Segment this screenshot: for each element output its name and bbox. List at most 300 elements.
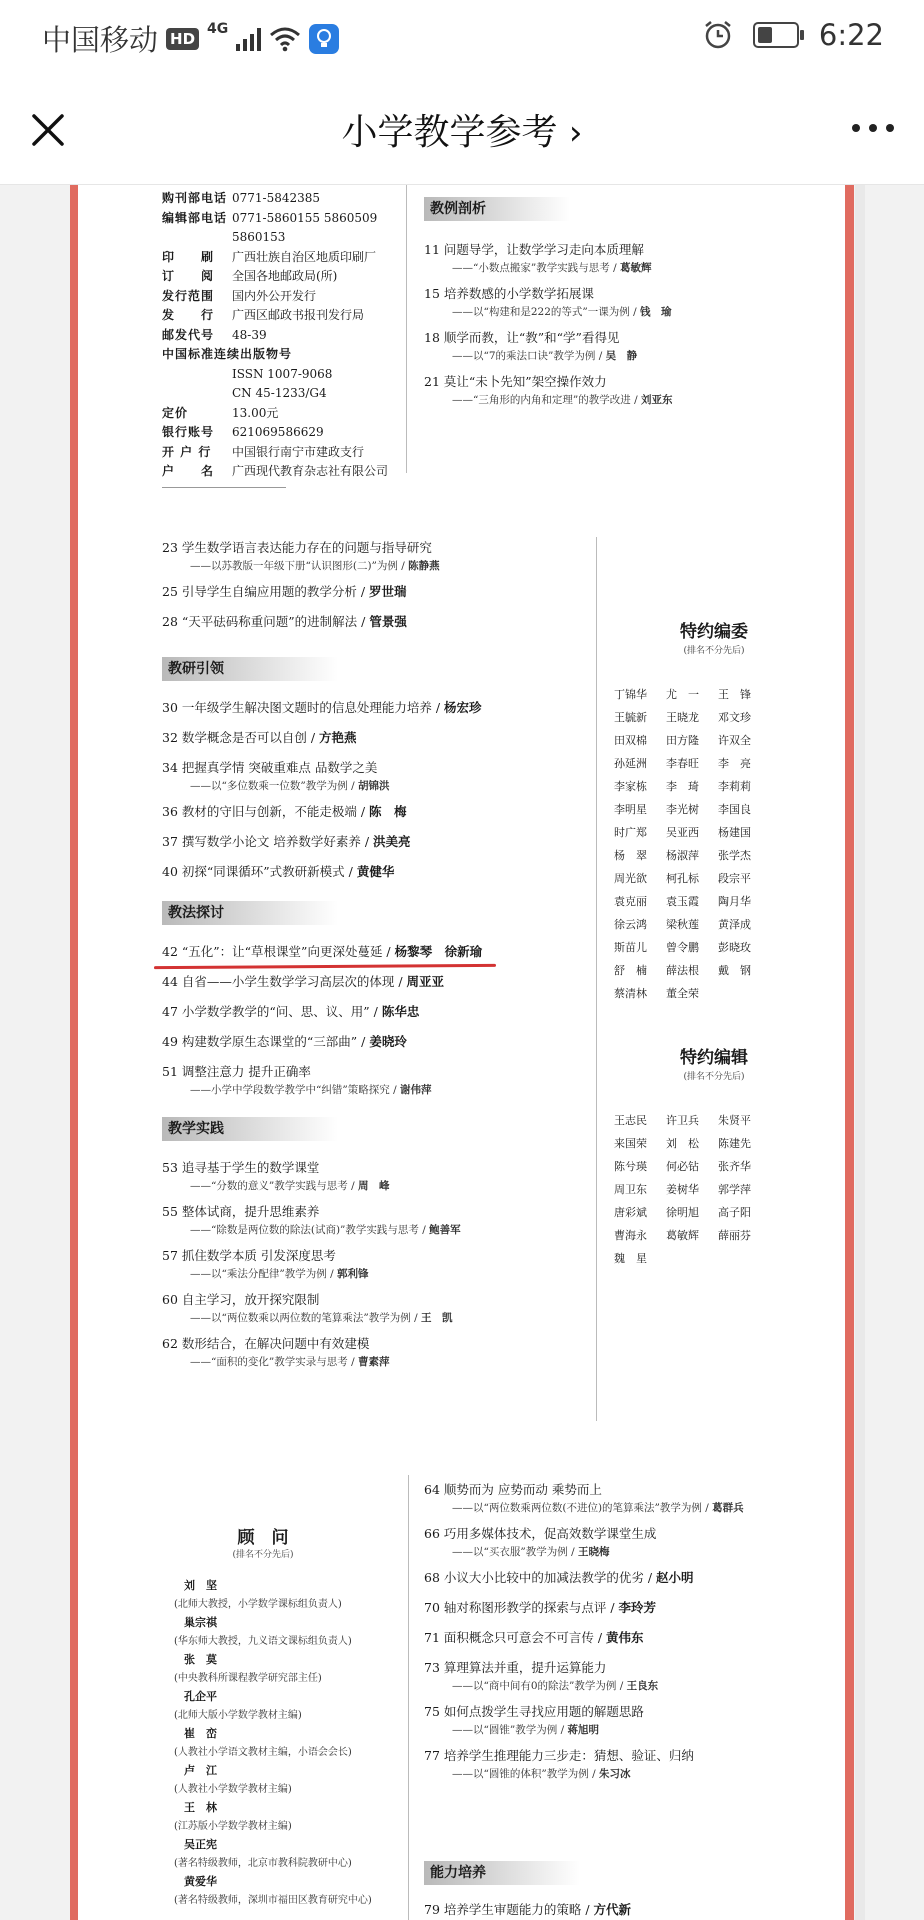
toc-entry-subtitle [162, 1353, 461, 1371]
toc-entry[interactable] [424, 1481, 744, 1517]
section-header-method: 教法探讨 [162, 901, 338, 925]
toc-entry[interactable] [424, 373, 672, 409]
name-row [614, 959, 758, 982]
toc-sub-text: ——以“买衣服”教学为例 / [452, 1546, 578, 1558]
toc-bottom-list [424, 1481, 744, 1791]
toc-title-text: 25 引导学生自编应用题的教学分析 / [162, 584, 370, 599]
publication-value: 621069586629 [232, 425, 324, 439]
toc-title-text: 47 小学数学教学的“问、思、议、用” / [162, 1004, 382, 1019]
toc-entry[interactable] [162, 1063, 482, 1099]
toc-entry-title [424, 1703, 744, 1721]
person-name: 李家栋 [614, 780, 647, 793]
advisor-name: 崔 峦 [184, 1727, 217, 1740]
toc-entry-title [162, 759, 482, 777]
name-row [614, 683, 758, 706]
publication-row [162, 462, 388, 482]
person-name: 姜树华 [666, 1183, 699, 1196]
toc-title-text: 23 学生数学语言表达能力存在的问题与指导研究 [162, 540, 432, 555]
person-name: 曾令鹏 [666, 941, 699, 954]
name-row [614, 844, 758, 867]
publication-row [162, 306, 388, 326]
publication-value: 0771-5860155 5860509 [232, 210, 378, 225]
name-row [614, 775, 758, 798]
alarm-icon [703, 20, 733, 50]
person-name: 董全荣 [666, 987, 699, 1000]
person-name: 戴 钢 [718, 964, 751, 977]
person-name [718, 1247, 758, 1270]
person-name: 张学杰 [718, 849, 751, 862]
toc-author: 谢伟萍 [399, 1084, 432, 1096]
advisor-desc: (著名特级教师，深圳市福田区教育研究中心) [174, 1894, 372, 1906]
person-name: 王晓龙 [666, 711, 699, 724]
person-name: 薛丽芬 [718, 1229, 751, 1242]
toc-title-text: 37 撰写数学小论文 培养数学好素养 / [162, 834, 374, 849]
publication-label: 印 刷 [162, 249, 215, 264]
person-name: 杨 翠 [614, 849, 647, 862]
special-editors-title: 特约编辑 [680, 1048, 748, 1068]
toc-title-text: 55 整体试商，提升思维素养 [162, 1204, 320, 1219]
name-row [614, 1247, 758, 1270]
toc-entry-subtitle [424, 259, 672, 277]
name-row [614, 1155, 758, 1178]
toc-author: 周亚亚 [406, 974, 445, 989]
toc-entry[interactable] [424, 1525, 744, 1561]
publication-value: 全国各地邮政局(所) [232, 269, 338, 283]
name-row [614, 729, 758, 752]
toc-entry[interactable] [424, 1659, 744, 1695]
toc-author: 李玲芳 [618, 1600, 657, 1615]
toc-title-text: 53 追寻基于学生的数学课堂 [162, 1160, 320, 1175]
toc-title-text: 75 如何点拨学生寻找应用题的解题思路 [424, 1704, 644, 1719]
toc-author: 方代新 [593, 1902, 632, 1917]
advisor-desc: (人教社小学数学教材主编) [174, 1783, 292, 1795]
person-name: 田双棉 [614, 734, 647, 747]
hd-badge: HD [166, 28, 199, 50]
publication-value: ISSN 1007-9068 [232, 366, 333, 381]
toc-title-text: 71 面积概念只可意会不可言传 / [424, 1630, 607, 1645]
column-divider [406, 185, 407, 473]
name-row [614, 913, 758, 936]
person-name: 徐云鸿 [614, 918, 647, 931]
toc-entry-title [424, 1599, 744, 1617]
name-row [614, 936, 758, 959]
toc-entry-title [162, 1291, 461, 1309]
toc-author: 鲍善军 [429, 1224, 461, 1236]
toc-author: 周 峰 [357, 1180, 390, 1192]
toc-sub-text: ——小学中学段数学教学中“纠错”策略探究 / [190, 1084, 400, 1096]
toc-sub-text: ——“除数是两位数的除法(试商)”教学实践与思考 / [190, 1224, 430, 1236]
toc-entry-title [162, 973, 482, 991]
toc-sub-text: ——“三角形的内角和定理”的教学改进 / [452, 394, 641, 406]
person-name: 舒 楠 [614, 964, 647, 977]
person-name: 黄泽成 [718, 918, 751, 931]
person-name: 葛敏辉 [666, 1229, 699, 1242]
divider [162, 487, 286, 488]
toc-title-text: 11 问题导学，让数学学习走向本质理解 [424, 242, 644, 257]
name-row [614, 798, 758, 821]
toc-author: 吴 静 [605, 350, 638, 362]
toc-entry[interactable] [424, 1629, 744, 1647]
section-header-case: 教例剖析 [424, 197, 570, 221]
title-text: 小学教学参考 [341, 112, 558, 153]
publication-label: 银行账号 [162, 425, 215, 439]
toc-entry[interactable] [424, 1703, 744, 1739]
advisors-title: 顾 问 [237, 1528, 289, 1548]
toc-entry-title [424, 1525, 744, 1543]
toc-entry-title [162, 1159, 461, 1177]
toc-top-list [162, 539, 440, 643]
publication-label: 开 户 行 [162, 444, 212, 459]
toc-title-text: 73 算理算法并重，提升运算能力 [424, 1660, 607, 1675]
magazine-toc-page [70, 185, 854, 1920]
toc-author: 蒋旭明 [567, 1724, 599, 1736]
advisor-desc: (华东师大教授，九义语文课标组负责人) [174, 1635, 352, 1647]
publication-value: 广西现代教育杂志社有限公司 [232, 464, 389, 478]
toc-author: 陈静燕 [408, 560, 440, 572]
toc-author: 赵小明 [656, 1570, 694, 1585]
person-name: 陶月华 [718, 895, 751, 908]
advisor-desc: (中央教科所课程教学研究部主任) [174, 1672, 322, 1684]
person-name: 李 琦 [666, 780, 699, 793]
toc-entry-subtitle [162, 1177, 461, 1195]
person-name: 彭晓玫 [718, 941, 751, 954]
special-editors-note: (排名不分先后) [683, 1072, 745, 1082]
toc-entry[interactable] [162, 1247, 461, 1283]
toc-research-list [162, 699, 482, 893]
toc-entry[interactable] [162, 1291, 461, 1327]
toc-author: 管景强 [369, 614, 407, 629]
toc-entry-title [162, 583, 440, 601]
person-name: 王 锋 [718, 688, 751, 701]
publication-info [162, 189, 388, 482]
toc-author: 罗世瑞 [369, 584, 407, 599]
toc-entry-subtitle [424, 347, 672, 365]
toc-entry[interactable] [162, 699, 482, 717]
publication-row [162, 423, 388, 443]
person-name: 袁克丽 [614, 895, 647, 908]
toc-title-text: 15 培养数感的小学数学拓展课 [424, 286, 594, 301]
person-name: 魏 星 [614, 1252, 647, 1265]
publication-row [162, 209, 388, 229]
toc-entry-title [162, 1335, 461, 1353]
toc-title-text: 57 抓住数学本质 引发深度思考 [162, 1248, 336, 1263]
toc-author: 葛群兵 [712, 1502, 744, 1514]
toc-author: 杨黎琴 徐新瑜 [394, 944, 483, 959]
toc-entry[interactable] [424, 329, 672, 365]
page-title[interactable] [0, 104, 924, 155]
toc-entry-title [162, 613, 440, 631]
person-name: 朱贤平 [718, 1114, 751, 1127]
toc-entry[interactable] [424, 1569, 744, 1587]
toc-title-text: 66 巧用多媒体技术，促高效数学课堂生成 [424, 1526, 657, 1541]
person-name: 丁锦华 [614, 688, 647, 701]
toc-entry-subtitle [162, 1221, 461, 1239]
toc-entry[interactable] [162, 833, 482, 851]
person-name: 周卫东 [614, 1183, 647, 1196]
publication-row [162, 404, 388, 424]
toc-entry[interactable] [162, 1003, 482, 1021]
name-row [614, 1224, 758, 1247]
advisors-list [174, 1577, 372, 1910]
toc-author: 葛敏辉 [619, 262, 652, 274]
publication-label: 邮发代号 [162, 327, 215, 342]
toc-entry-subtitle [162, 557, 440, 575]
advisor-name: 王 林 [184, 1801, 217, 1814]
toc-case-list [424, 241, 672, 417]
toc-sub-text: ——以“构建和是222的等式”一课为例 / [452, 306, 640, 318]
toc-entry-title [424, 1569, 744, 1587]
toc-entry-subtitle [424, 1721, 744, 1739]
toc-entry[interactable] [162, 803, 482, 821]
document-viewer[interactable] [0, 185, 924, 1920]
toc-entry[interactable] [162, 583, 440, 601]
toc-title-text: 40 初探“同课循环”式教研新模式 / [162, 864, 357, 879]
toc-sub-text: ——以“圆锥的体积”教学为例 / [452, 1768, 599, 1780]
person-name [718, 982, 758, 1005]
person-name: 李明星 [614, 803, 647, 816]
editors-committee-note: (排名不分先后) [683, 646, 745, 656]
toc-author: 朱习冰 [598, 1768, 631, 1780]
column-divider [408, 1475, 409, 1920]
toc-sub-text: ——以“两位数乘以两位数的笔算乘法”教学为例 / [190, 1312, 421, 1324]
wifi-icon [269, 26, 301, 52]
publication-row [162, 345, 388, 365]
publication-value: 48-39 [232, 327, 267, 342]
publication-label: 定价 [162, 405, 189, 420]
toc-sub-text: ——“面积的变化”教学实录与思考 / [190, 1356, 358, 1368]
publication-label: 中国标准连续出版物号 [162, 347, 293, 361]
toc-title-text: 64 顺势而为 应势而动 乘势而上 [424, 1482, 602, 1497]
toc-entry[interactable] [162, 943, 482, 961]
toc-entry-title [162, 1203, 461, 1221]
toc-sub-text: ——以“商中间有0的除法”教学为例 / [452, 1680, 627, 1692]
toc-entry-subtitle [424, 1765, 744, 1783]
toc-entry[interactable] [424, 1599, 744, 1617]
editors-committee-names [614, 683, 758, 1005]
toc-title-text: 36 教材的守旧与创新，不能走极端 / [162, 804, 370, 819]
person-name: 杨建国 [718, 826, 751, 839]
advisor-name: 黄爱华 [184, 1875, 217, 1888]
toc-entry[interactable] [162, 759, 482, 795]
toc-title-text: 49 构建数学原生态课堂的“三部曲” / [162, 1034, 370, 1049]
name-row [614, 1178, 758, 1201]
toc-entry-subtitle [424, 1677, 744, 1695]
publication-label [162, 384, 232, 404]
battery-icon [753, 22, 799, 48]
toc-entry-subtitle [424, 391, 672, 409]
advisor-desc: (著名特级教师，北京市教科院教研中心) [174, 1857, 352, 1869]
publication-row [162, 189, 388, 209]
toc-author: 王晓梅 [577, 1546, 610, 1558]
toc-entry-subtitle [162, 1081, 482, 1099]
toc-author: 洪美亮 [373, 834, 411, 849]
toc-entry-title [162, 699, 482, 717]
person-name: 袁玉霞 [666, 895, 699, 908]
name-row [614, 1109, 758, 1132]
person-name: 张齐华 [718, 1160, 751, 1173]
toc-entry-subtitle [424, 1543, 744, 1561]
toc-entry[interactable] [424, 241, 672, 277]
toc-entry-title [424, 1481, 744, 1499]
publication-value: 13.00元 [232, 405, 279, 420]
person-name: 斯苗儿 [614, 941, 647, 954]
person-name: 陈建先 [718, 1137, 751, 1150]
person-name: 田方隆 [666, 734, 699, 747]
toc-sub-text: ——以“7的乘法口诀”教学为例 / [452, 350, 606, 362]
toc-entry[interactable] [424, 1901, 631, 1919]
toc-entry[interactable] [424, 285, 672, 321]
publication-label: 发 行 [162, 308, 215, 322]
toc-sub-text: ——以“圆锥”教学为例 / [452, 1724, 568, 1736]
person-name: 李国良 [718, 803, 751, 816]
toc-author: 刘亚东 [640, 394, 673, 406]
toc-entry-title [424, 1901, 631, 1919]
name-row [614, 890, 758, 913]
publication-row [162, 384, 388, 404]
publication-value: 中国银行南宁市建政支行 [232, 444, 365, 459]
name-row [614, 752, 758, 775]
status-bar [0, 0, 924, 74]
person-name: 李光树 [666, 803, 699, 816]
person-name: 孙延洲 [614, 757, 647, 770]
section-header-practice: 教学实践 [162, 1117, 338, 1141]
publication-value: 广西壮族自治区地质印刷厂 [232, 249, 377, 264]
toc-entry-subtitle [424, 1499, 744, 1517]
toc-author: 郭利锋 [336, 1268, 369, 1280]
person-name: 许双全 [718, 734, 751, 747]
person-name: 吴亚西 [666, 826, 699, 839]
publication-label [162, 365, 232, 385]
toc-title-text: 44 自省——小学生数学学习高层次的体现 / [162, 974, 407, 989]
toc-entry-subtitle [162, 1309, 461, 1327]
advisor-name: 张 莫 [184, 1653, 217, 1666]
publication-value: 广西区邮政书报刊发行局 [232, 308, 365, 322]
name-row [614, 1201, 758, 1224]
publication-label: 发行范围 [162, 288, 215, 303]
toc-author: 陈 梅 [369, 804, 407, 819]
toc-sub-text: ——“分数的意义”教学实践与思考 / [190, 1180, 358, 1192]
toc-entry[interactable] [424, 1747, 744, 1783]
publication-row [162, 443, 388, 463]
toc-sub-text: ——以“乘法分配律”教学为例 / [190, 1268, 337, 1280]
section-header-ability: 能力培养 [424, 1861, 580, 1885]
toc-title-text: 28 “天平砝码称重问题”的进制解法 / [162, 614, 370, 629]
person-name: 李春旺 [666, 757, 699, 770]
toc-sub-text: ——以苏教版一年级下册“认识图形(二)”为例 / [190, 560, 409, 572]
lightbulb-icon [309, 24, 339, 54]
toc-author: 钱 瑜 [640, 306, 672, 318]
toc-entry[interactable] [162, 613, 440, 631]
toc-sub-text: ——“小数点搬家”教学实践与思考 / [452, 262, 620, 274]
person-name [666, 1247, 706, 1270]
toc-entry-subtitle [424, 303, 672, 321]
person-name: 邓文珍 [718, 711, 751, 724]
toc-entry-title [424, 1747, 744, 1765]
toc-title-text: 51 调整注意力 提升正确率 [162, 1064, 311, 1079]
toc-entry[interactable] [162, 539, 440, 575]
advisor-name: 孔企平 [184, 1690, 217, 1703]
network-type: 4G [207, 20, 229, 37]
toc-entry[interactable] [162, 1159, 461, 1195]
toc-title-text: 62 数形结合，在解决问题中有效建模 [162, 1336, 370, 1351]
person-name: 刘 松 [666, 1137, 699, 1150]
toc-title-text: 21 莫让“未卜先知”架空操作效力 [424, 374, 607, 389]
person-name: 薛法根 [666, 964, 699, 977]
toc-entry-title [162, 1063, 482, 1081]
toc-title-text: 32 数学概念是否可以自创 / [162, 730, 320, 745]
toc-title-text: 70 轴对称图形教学的探索与点评 / [424, 1600, 619, 1615]
toc-entry-title [162, 1247, 461, 1265]
name-row [614, 706, 758, 729]
toc-title-text: 77 培养学生推理能力三步走：猜想、验证、归纳 [424, 1748, 694, 1763]
person-name: 柯孔标 [666, 872, 699, 885]
toc-title-text: 34 把握真学情 突破重难点 品数学之美 [162, 760, 378, 775]
toc-title-text: 60 自主学习，放开探究限制 [162, 1292, 320, 1307]
editors-committee-title: 特约编委 [680, 622, 748, 642]
person-name: 来国荣 [614, 1137, 647, 1150]
advisor-desc: (江苏版小学数学教材主编) [174, 1820, 292, 1832]
toc-entry[interactable] [162, 973, 482, 991]
toc-entry-title [162, 1033, 482, 1051]
person-name: 时广郑 [614, 826, 647, 839]
publication-value: 0771-5842385 [232, 191, 321, 205]
toc-title-text: 18 顺学而教，让“教”和“学”看得见 [424, 330, 620, 345]
toc-author: 黄伟东 [606, 1630, 644, 1645]
publication-value: 国内外公开发行 [232, 288, 317, 303]
toc-entry-title [424, 1629, 744, 1647]
publication-row [162, 365, 388, 385]
toc-author: 姜晓玲 [369, 1034, 407, 1049]
person-name: 曹海永 [614, 1229, 647, 1242]
publication-row [162, 228, 388, 248]
toc-entry-subtitle [162, 1265, 461, 1283]
chevron-right-icon: › [568, 113, 583, 153]
publication-row [162, 267, 388, 287]
toc-entry-title [162, 539, 440, 557]
toc-title-text: 79 培养学生审题能力的策略 / [424, 1902, 594, 1917]
publication-label: 编辑部电话 [162, 210, 228, 225]
person-name: 许卫兵 [666, 1114, 699, 1127]
toc-entry[interactable] [162, 1033, 482, 1051]
person-name: 徐明旭 [666, 1206, 699, 1219]
advisor-name: 巢宗祺 [184, 1616, 217, 1629]
publication-label: 购刊部电话 [162, 191, 228, 205]
toc-entry-title [162, 803, 482, 821]
publication-label [162, 228, 232, 248]
special-editors-names [614, 1109, 758, 1270]
toc-author: 陈华忠 [381, 1004, 420, 1019]
column-divider [596, 537, 597, 1421]
toc-entry-title [424, 329, 672, 347]
toc-title-text: 30 一年级学生解决图文题时的信息处理能力培养 / [162, 700, 445, 715]
toc-author: 曹素萍 [357, 1356, 390, 1368]
toc-author: 黄健华 [356, 864, 395, 879]
publication-value: 5860153 [232, 230, 286, 244]
toc-entry[interactable] [162, 863, 482, 881]
person-name: 李莉莉 [718, 780, 751, 793]
more-button[interactable] [852, 124, 894, 132]
publication-value: CN 45-1233/G4 [232, 386, 327, 400]
toc-entry[interactable] [162, 1203, 461, 1239]
person-name: 周光欲 [614, 872, 647, 885]
toc-entry[interactable] [162, 1335, 461, 1371]
toc-entry[interactable] [162, 729, 482, 747]
person-name: 段宗平 [718, 872, 751, 885]
carrier-name: 中国移动 [42, 23, 159, 57]
advisor-desc: (人教社小学语文教材主编，小语会会长) [174, 1746, 352, 1758]
name-row [614, 1132, 758, 1155]
advisor-desc: (北师大教授，小学数学课标组负责人) [174, 1598, 342, 1610]
